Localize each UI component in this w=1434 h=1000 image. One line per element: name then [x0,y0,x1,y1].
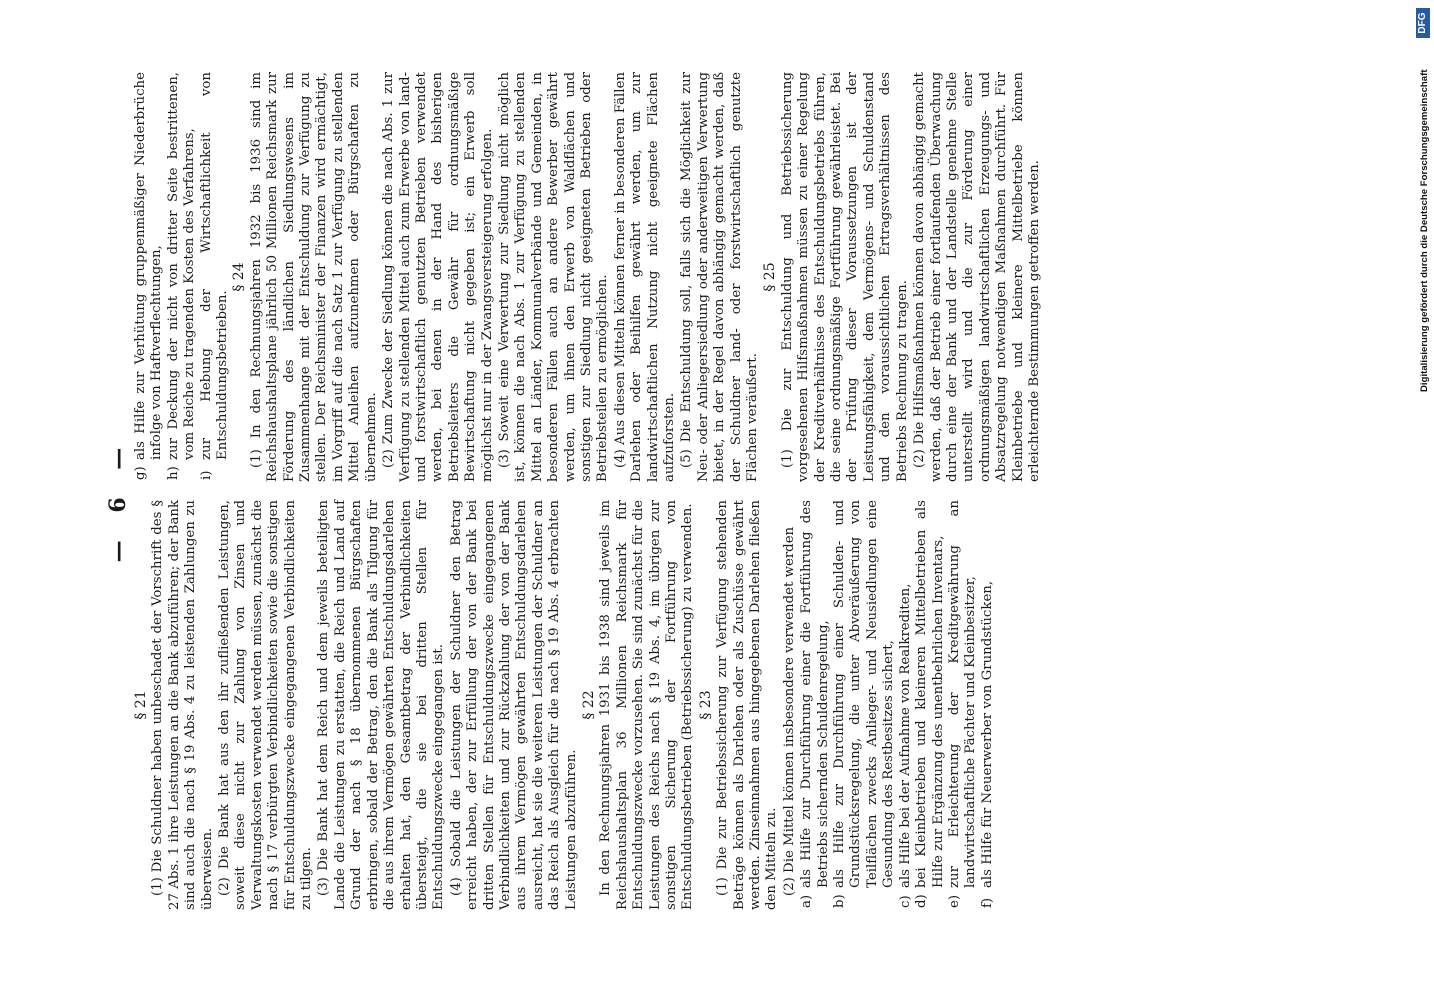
list-item-text: als Hilfe für Neuerwerber von Grundstücken, [979,580,995,888]
paragraph-21-4: (4) Sobald die Leistungen der Schuldner den Betrag erreicht haben, der zur Erfüllung der von der Bank bei dritten Stellen für Entschuldungszwecke eingegangenen Verbindlichkeiten und zur Rückzahlung der von der Bank aus ihrem Vermögen gewährten Entschuldungsdarlehen ausreicht, hat sie die weiteren Leistungen der Schuldner an das Reich als Ausgleich für die nach § 19 Abs. 4 erbrachten Leistungen abzuführen. [448,500,579,910]
list-item-text: bei Kleinbetrieben und kleineren Mittelbetrieben als Hilfe zur Ergänzung des unentbehrlichen Inventars, [914,500,946,888]
list-item [166,72,199,482]
list-item [898,500,914,910]
list-item [199,72,232,482]
list-item [914,500,947,910]
list-item-text: zur Hebung der Wirtschaftlichkeit von Entschuldungsbetrieben. [198,72,231,460]
paragraph-21-3: (3) Die Bank hat dem Reich und dem jeweils beteiligten Lande die Leistungen zu erstatten, die Reich und Land auf Grund der nach § 18 übernommenen Bürgschaften erbringen, sobald der Betrag, den die Bank als Tilgung für die aus ihrem Vermögen gewährten Entschuldungsdarlehen erhalten hat, den Gesamtbetrag der Verbindlichkeiten übersteigt, die sie bei dritten Stellen für Entschuldungszwecke eingegangen ist. [316,500,447,910]
list-item [947,500,980,910]
paragraph-24-2: (2) Zum Zwecke der Siedlung können die nach Abs. 1 zur Verfügung zu stellenden Mittel auch zum Erwerbe von land- und forstwirtschaftlich genutzten Betrieben verwendet werden, bei denen in der Hand des bisherigen Betriebsleiters die Gewähr für ordnungsmäßige Bewirtschaftung nicht gegeben ist; ein Erwerb soll möglichst nur in der Zwangsversteigerung erfolgen. [381,72,495,482]
list-item [799,500,832,910]
list-marker: h) [165,466,181,480]
left-column [133,500,996,910]
paragraph-22-1: In den Rechnungsjahren 1931 bis 1938 sind jeweils im Reichshaushaltsplan 36 Millionen Reichsmark für Entschuldungszwecke vorzusehen. Sie sind zunächst für die Leistungen des Reichs nach § 19 Abs. 4, im übrigen zur sonstigen Sicherung der Fortführung von Entschuldungsbetrieben (Betriebssicherung) zu verwenden. [598,500,696,910]
list-item [980,500,996,910]
section-heading-22: § 22 [580,690,597,720]
digitization-credit [1414,0,1432,1000]
list-23-measures-continued [133,72,231,482]
paragraph-24-3: (3) Soweit eine Verwertung zur Siedlung nicht möglich ist, können die nach Abs. 1 zur Verfügung zu stellenden Mittel an Länder, Kommunalverbände und Gemeinden, in besonderen Fällen auch an andere Bewerber gewährt werden, um ihnen den Erwerb von Waldflächen und sonstigen zur Siedlung nicht geeigneten Betrieben oder Betriebsteilen zu ermöglichen. [496,72,611,482]
list-23-measures [799,500,996,910]
dfg-logo-text: DFG [1417,12,1428,34]
list-item-text: zur Deckung der nicht von dritter Seite bestrittenen, vom Reiche zu tragenden Kosten des Verfahrens, [165,72,198,460]
list-item [133,72,166,482]
law-text-page [95,0,1325,1000]
list-item-text: als Hilfe zur Verhütung gruppenmäßiger Niederbrüche infolge von Haftverflechtungen, [133,72,165,460]
paragraph-24-5: (5) Die Entschuldung soll, falls sich die Möglichkeit zur Neu- oder Anliegersiedlung oder anderweitigen Verwertung bietet, in der Regel davon abhängig gemacht werden, daß der Schuldner land- oder forstwirtschaftlich genutzte Flächen veräußert. [679,72,761,482]
section-heading-21: § 21 [133,690,149,720]
credit-text: Digitalisierung gefördert durch die Deutsche Forschungsgemeinschaft [1419,69,1430,392]
rotated-document-page [95,0,1325,1000]
list-item-text: zur Erleichterung der Kreditgewährung an landwirtschaftliche Pächter und Kleinbesitzer, [946,500,979,888]
list-marker: b) [832,894,848,908]
paragraph-21-1: (1) Die Schuldner haben unbeschadet der Vorschrift des § 27 Abs. 1 ihre Leistungen an die Bank abzuführen; der Bank sind auch die nach § 19 Abs. 4 zu leistenden Zahlungen zu überweisen. [150,500,215,910]
paragraph-23-1: (1) Die zur Betriebssicherung zur Verfügung stehenden Beträge können als Darlehen oder als Zuschüsse gewährt werden. Zinseinnahmen aus hingegebenen Darlehen fließen den Mitteln zu. [715,500,780,910]
list-marker: f) [979,897,995,908]
list-marker: i) [198,470,214,480]
list-item-text: als Hilfe zur Durchführung einer die Fortführung des Betriebs sichernden Schuldenregelung, [799,500,831,888]
section-heading-23: § 23 [697,690,714,720]
list-marker: d) [914,894,930,908]
section-heading-25: § 25 [762,262,779,292]
list-item-text: als Hilfe zur Durchführung einer Schulden- und Grundstücksregelung, die unter Abveräußerung von Teilflächen zwecks Anlieger- und Neusiedlungen eine Gesundung des Restbesitzes sichert, [832,500,897,888]
paragraph-25-1: (1) Die zur Entschuldung und Betriebssicherung vorgesehenen Hilfsmaßnahmen müssen zu einer Regelung der Kreditverhältnisse des Entschuldungsbetriebs führen, die seine ordnungsmäßige Fortführung gewährleistet. Bei der Prüfung dieser Voraussetzungen ist der Leistungsfähigkeit, dem Vermögens- und Schuldenstand und den voraussichtlichen Ertragsverhältnissen des Betriebs Rechnung zu tragen. [779,72,910,482]
paragraph-24-1: (1) In den Rechnungsjahren 1932 bis 1936 sind im Reichshaushaltsplane jährlich 50 Millionen Reichsmark zur Förderung des ländlichen Siedlungswesens im Zusammenhange mit der Entschuldung zur Verfügung zu stellen. Der Reichsminister der Finanzen wird ermächtigt, im Vorgriff auf die nach Satz 1 zur Verfügung zu stellenden Mittel Anleihen aufzunehmen oder Bürgschaften zu übernehmen. [248,72,379,482]
paragraph-24-4: (4) Aus diesen Mitteln können ferner in besonderen Fällen Darlehen oder Beihilfen gewährt werden, um zur landwirtschaftlichen Nutzung nicht geeignete Flächen aufzuforsten. [612,72,677,482]
section-heading-24: § 24 [231,262,248,292]
paragraph-21-2: (2) Die Bank hat aus den ihr zufließenden Leistungen, soweit diese nicht zur Zahlung von Zinsen und Verwaltungskosten verwendet werden müssen, zunächst die nach § 17 verbürgten Verbindlichkeiten sowie die sonstigen für Entschuldungszwecke eingegangenen Verbindlichkeiten zu tilgen. [217,500,315,910]
list-marker: g) [133,466,148,480]
list-marker: c) [897,895,913,908]
page-number: — 6 — [105,437,131,563]
list-item [832,500,898,910]
list-item-text: als Hilfe bei der Aufnahme von Realkrediten, [897,583,913,888]
paragraph-25-2: (2) Die Hilfsmaßnahmen können davon abhängig gemacht werden, daß der Betrieb einer fortlaufenden Überwachung durch eine der Bank und der Landstelle genehme Stelle unterstellt wird und die zur Förderung einer ordnungsmäßigen landwirtschaftlichen Erzeugungs- und Absatzregelung notwendigen Maßnahmen durchführt. Für Kleinbetriebe und kleinere Mittelbetriebe können erleichternde Bestimmungen getroffen werden. [912,72,1042,482]
right-column [133,72,1044,482]
list-marker: a) [799,894,815,908]
list-marker: e) [946,894,962,908]
paragraph-23-2: (2) Die Mittel können insbesondere verwendet werden [781,526,797,896]
